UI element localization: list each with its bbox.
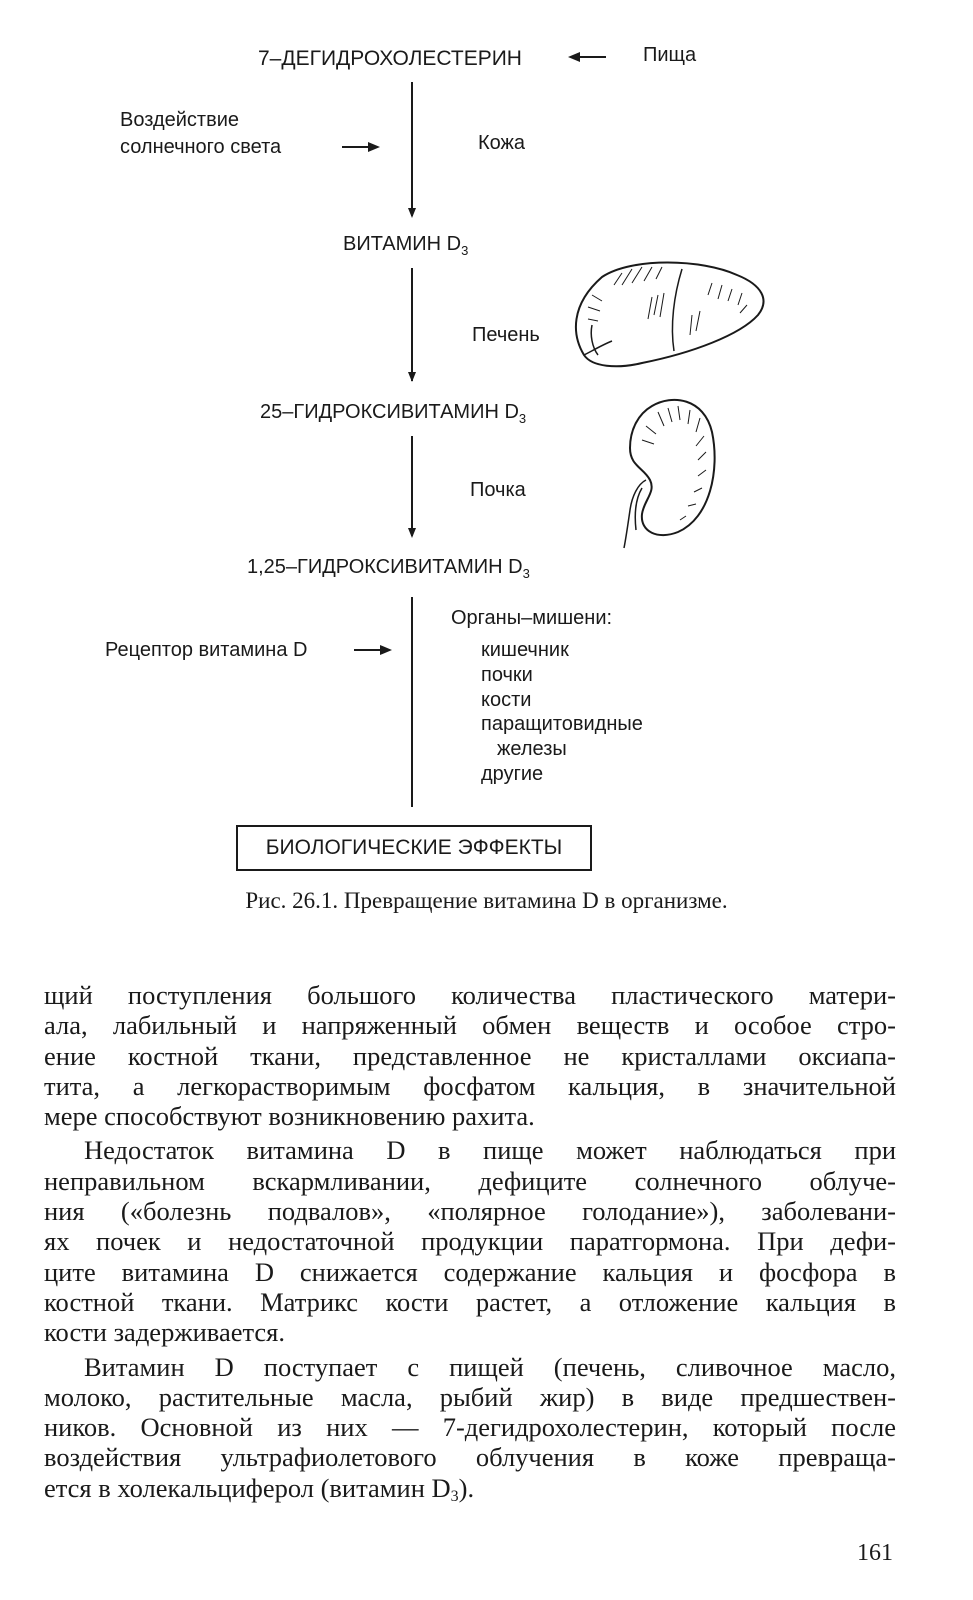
hydroxy125-text: 1,25–ГИДРОКСИВИТАМИН D xyxy=(247,556,523,578)
text-line: ях почек и недостаточной продукции паратгормона. При дефи- xyxy=(44,1226,896,1257)
text-line: Витамин D поступает с пищей (печень, сливочное масло, xyxy=(84,1351,896,1382)
text-line: неправильном вскармливании, дефиците солнечного облуче- xyxy=(44,1165,896,1196)
target-organ-item: железы xyxy=(497,738,567,760)
arrow-left-icon xyxy=(568,50,608,64)
text-line: ала, лабильный и напряженный обмен веществ и особое стро- xyxy=(44,1010,896,1041)
label-liver: Печень xyxy=(472,324,540,346)
label-sunlight-line1: Воздействие xyxy=(120,109,240,131)
label-vitamin-d3 xyxy=(343,234,468,257)
arrow-down-icon xyxy=(406,372,418,384)
text-line: костной ткани. Матрикс кости растет, а отложение кальция в xyxy=(44,1286,896,1317)
label-target-organs-title: Органы–мишени: xyxy=(451,607,613,629)
text-line: кости задерживается. xyxy=(44,1317,285,1348)
hydroxy125-subscript: 3 xyxy=(522,566,530,581)
text-line: ците витамина D снижается содержание кальция и фосфора в xyxy=(44,1256,896,1287)
target-organ-item: другие xyxy=(481,763,544,785)
flow-line-kidney xyxy=(411,436,413,536)
hydroxy25-text: 25–ГИДРОКСИВИТАМИН D xyxy=(260,401,519,423)
page-number: 161 xyxy=(857,1540,893,1566)
text-line: ение костной ткани, представленное не кристаллами оксиапа- xyxy=(44,1040,896,1071)
text-line: ния («болезнь подвалов», «полярное голодание»), заболевани- xyxy=(44,1196,896,1227)
kidney-icon xyxy=(612,392,722,552)
arrow-down-icon xyxy=(406,208,418,220)
arrow-right-icon xyxy=(340,140,380,154)
liver-icon xyxy=(562,255,772,375)
paragraph-1 xyxy=(44,980,896,1131)
body-text xyxy=(44,980,896,1516)
paragraph-2 xyxy=(44,1135,896,1347)
flow-line-liver xyxy=(411,268,413,381)
hydroxy25-subscript: 3 xyxy=(518,411,527,426)
text-line: молоко, растительные масла, рыбий жир) в виде предшествен- xyxy=(44,1381,896,1412)
arrow-right-icon xyxy=(352,643,392,657)
label-hydroxy125 xyxy=(247,557,530,580)
text-line xyxy=(44,1473,896,1512)
text-fragment: ется в холекальциферол (витамин D xyxy=(44,1472,451,1503)
flow-line-skin xyxy=(411,82,413,216)
arrow-down-icon xyxy=(406,528,418,540)
vitamin-d3-subscript: 3 xyxy=(461,243,469,258)
label-skin: Кожа xyxy=(478,132,526,154)
text-line: Недостаток витамина D в пище может наблюдаться при xyxy=(84,1135,896,1166)
label-dehydrocholesterol: 7–ДЕГИДРОХОЛЕСТЕРИН xyxy=(258,47,522,70)
vitamin-d3-text: ВИТАМИН D xyxy=(343,233,462,255)
label-receptor: Рецептор витамина D xyxy=(105,639,308,661)
paragraph-3 xyxy=(44,1352,896,1512)
label-sunlight-line2: солнечного света xyxy=(120,136,282,158)
label-hydroxy25 xyxy=(260,402,526,425)
text-line: тита, а легкорастворимым фосфатом кальция, в значительной xyxy=(44,1070,896,1101)
text-fragment: ). xyxy=(458,1472,475,1503)
text-line: ников. Основной из них — 7-дегидрохолестерин, который после xyxy=(44,1412,896,1443)
text-line: мере способствуют возникновению рахита. xyxy=(44,1101,535,1132)
target-organ-item: паращитовидные xyxy=(481,713,643,735)
target-organ-item: кишечник xyxy=(481,639,569,661)
biological-effects-box: БИОЛОГИЧЕСКИЕ ЭФФЕКТЫ xyxy=(236,825,592,871)
target-organ-item: кости xyxy=(481,689,532,711)
text-subscript: 3 xyxy=(450,1487,459,1505)
text-line: щий поступления большого количества пластического матери- xyxy=(44,980,896,1010)
label-food: Пища xyxy=(643,44,697,66)
target-organ-item: почки xyxy=(481,664,533,686)
label-kidney: Почка xyxy=(470,479,526,501)
flow-line-targets xyxy=(411,597,413,807)
text-line: воздействия ультрафиолетового облучения в коже превраща- xyxy=(44,1442,896,1473)
figure-caption: Рис. 26.1. Превращение витамина D в организме. xyxy=(245,888,728,913)
